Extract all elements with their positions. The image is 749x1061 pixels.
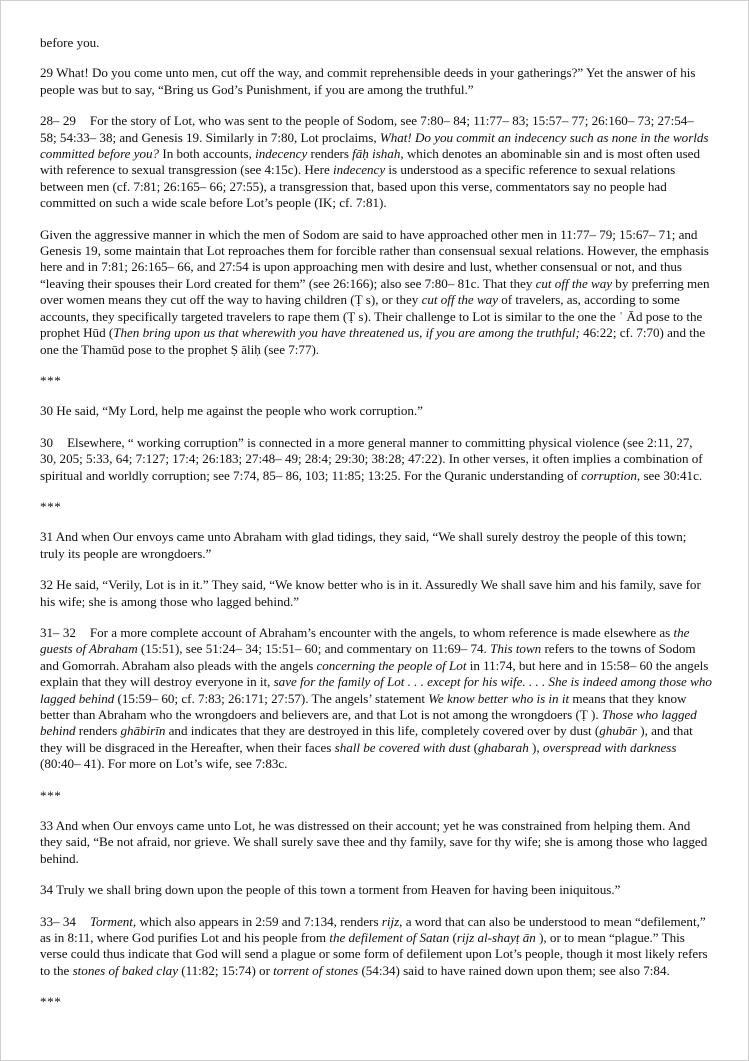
commentary-range-28-29: 28– 29: [40, 113, 76, 129]
page-content: [40, 35, 712, 1025]
section-divider-2: ***: [40, 498, 62, 514]
verse-30: 30 He said, “My Lord, help me against the people who work corruption.”: [40, 403, 423, 419]
commentary-body: Elsewhere, “ working corruption” is connected in a more general manner to committing physical violence (see 2:11, 27, 30, 205; 5:33, 64; 7:127; 17:4; 26:183; 27:48– 49; 28:4; 29:30; 38:28; 47:22). In other verses, it often implies a combination of spiritual and worldly corruption; see 7:74, 85– 86, 103; 11:85; 13:25. For the Quranic understanding of corruption, see 30:41c.: [40, 434, 703, 483]
commentary-range-30: 30: [40, 434, 54, 450]
section-divider-3: ***: [40, 787, 62, 803]
commentary-33-34: [40, 914, 712, 980]
commentary-body: Torment, which also appears in 2:59 and 7:134, renders rijz, a word that can also be understood to mean “defilement,” as in 8:11, where God purifies Lot and his people from the defilement of Satan (rijz al-shayṭ ān ), or to mean “plague.” This verse could thus indicate that God will send a plague or some form of defilement upon Lot’s people, though it most likely refers to the stones of baked clay (11:82; 15:74) or torrent of stones (54:34) said to have rained down upon them; see also 7:84.: [40, 913, 708, 978]
commentary-28-29: [40, 113, 712, 211]
commentary-body: For a more complete account of Abraham’s encounter with the angels, to whom reference is made elsewhere as the guests of Abraham (15:51), see 51:24– 34; 15:51– 60; and commentary on 11:69– 74. This town refers to the towns of Sodom and Gomorrah. Abraham also pleads with the angels concerning the people of Lot in 11:74, but here and in 15:58– 60 the angels explain that they will destroy everyone in it, save for the family of Lot . . . except for his wife. . . . She is indeed among those who lagged behind (15:59– 60; cf. 7:83; 26:171; 27:57). The angels’ statement We know better who is in it means that they know better than Abraham who the wrongdoers and believers are, and that Lot is not among the wrongdoers (Ṭ ). Those who lagged behind renders ghābirīn and indicates that they are destroyed in this life, completely covered over by dust (ghubār ), and that they will be disgraced in the Hereafter, when their faces shall be covered with dust (ghabarah ), overspread with darkness (80:40– 41). For more on Lot’s wife, see 7:83c.: [40, 624, 712, 772]
commentary-range-33-34: 33– 34: [40, 913, 76, 929]
commentary-31-32: [40, 625, 712, 773]
verse-33: 33 And when Our envoys came unto Lot, he was distressed on their account; yet he was constrained from helping them. And they said, “Be not afraid, nor grieve. We shall surely save thee and thy family, save for thy wife; she is among those who lagged behind.: [40, 818, 708, 866]
section-divider-4: ***: [40, 994, 62, 1010]
verse-34: 34 Truly we shall bring down upon the people of this town a torment from Heaven for having been iniquitous.”: [40, 882, 621, 898]
commentary-range-31-32: 31– 32: [40, 624, 76, 640]
commentary-sodom-aggression: [40, 227, 712, 358]
verse-31: 31 And when Our envoys came unto Abraham with glad tidings, they said, “We shall surely destroy the people of this town; truly its people are wrongdoers.”: [40, 529, 687, 561]
carryover-line: before you.: [40, 35, 100, 50]
commentary-30: [40, 435, 712, 484]
section-divider-1: ***: [40, 372, 62, 388]
commentary-body: Given the aggressive manner in which the men of Sodom are said to have approached other men in 11:77– 79; 15:67– 71; and Genesis 19, some maintain that Lot reproaches them for forcible rather than consensual sexual relations. However, the emphasis here and in 7:81; 26:165– 66, and 27:54 is upon approaching men with desire and lust, whether consensual or not, and thus “leaving their spouses their Lord created for them” (see 26:166); also see 7:80– 81c. That they cut off the way by preferring men over women means they cut off the way to having children (Ṭ s), or they cut off the way of travelers, as, according to some accounts, they specifically targeted travelers to rape them (Ṭ s). Their challenge to Lot is similar to the one the ʿ Ād pose to the prophet Hūd (Then bring upon us that wherewith you have threatened us, if you are among the truthful; 46:22; cf. 7:70) and the one the Thamūd pose to the prophet Ṣ āliḥ (see 7:77).: [40, 226, 710, 357]
commentary-body: For the story of Lot, who was sent to the people of Sodom, see 7:80– 84; 11:77– 83; 15:57– 77; 26:160– 73; 27:54– 58; 54:33– 38; and Genesis 19. Similarly in 7:80, Lot proclaims, What! Do you commit an indecency such as none in the worlds committed before you? In both accounts, indecency renders fāḥ ishah, which denotes an abominable sin and is most often used with reference to sexual transgression (see 4:15c). Here indecency is understood as a specific reference to sexual relations between men (cf. 7:81; 26:165– 66; 27:55), a transgression that, based upon this verse, commentators say no people had committed on such a wide scale before Lot’s people (IK; cf. 7:81).: [40, 113, 709, 211]
verse-32: 32 He said, “Verily, Lot is in it.” They said, “We know better who is in it. Assuredly We shall save him and his family, save for his wife; she is among those who lagged behind.”: [40, 577, 701, 609]
verse-29: 29 What! Do you come unto men, cut off the way, and commit reprehensible deeds in your gatherings?” Yet the answer of his people was but to say, “Bring us God’s Punishment, if you are among the truthful.”: [40, 65, 696, 97]
